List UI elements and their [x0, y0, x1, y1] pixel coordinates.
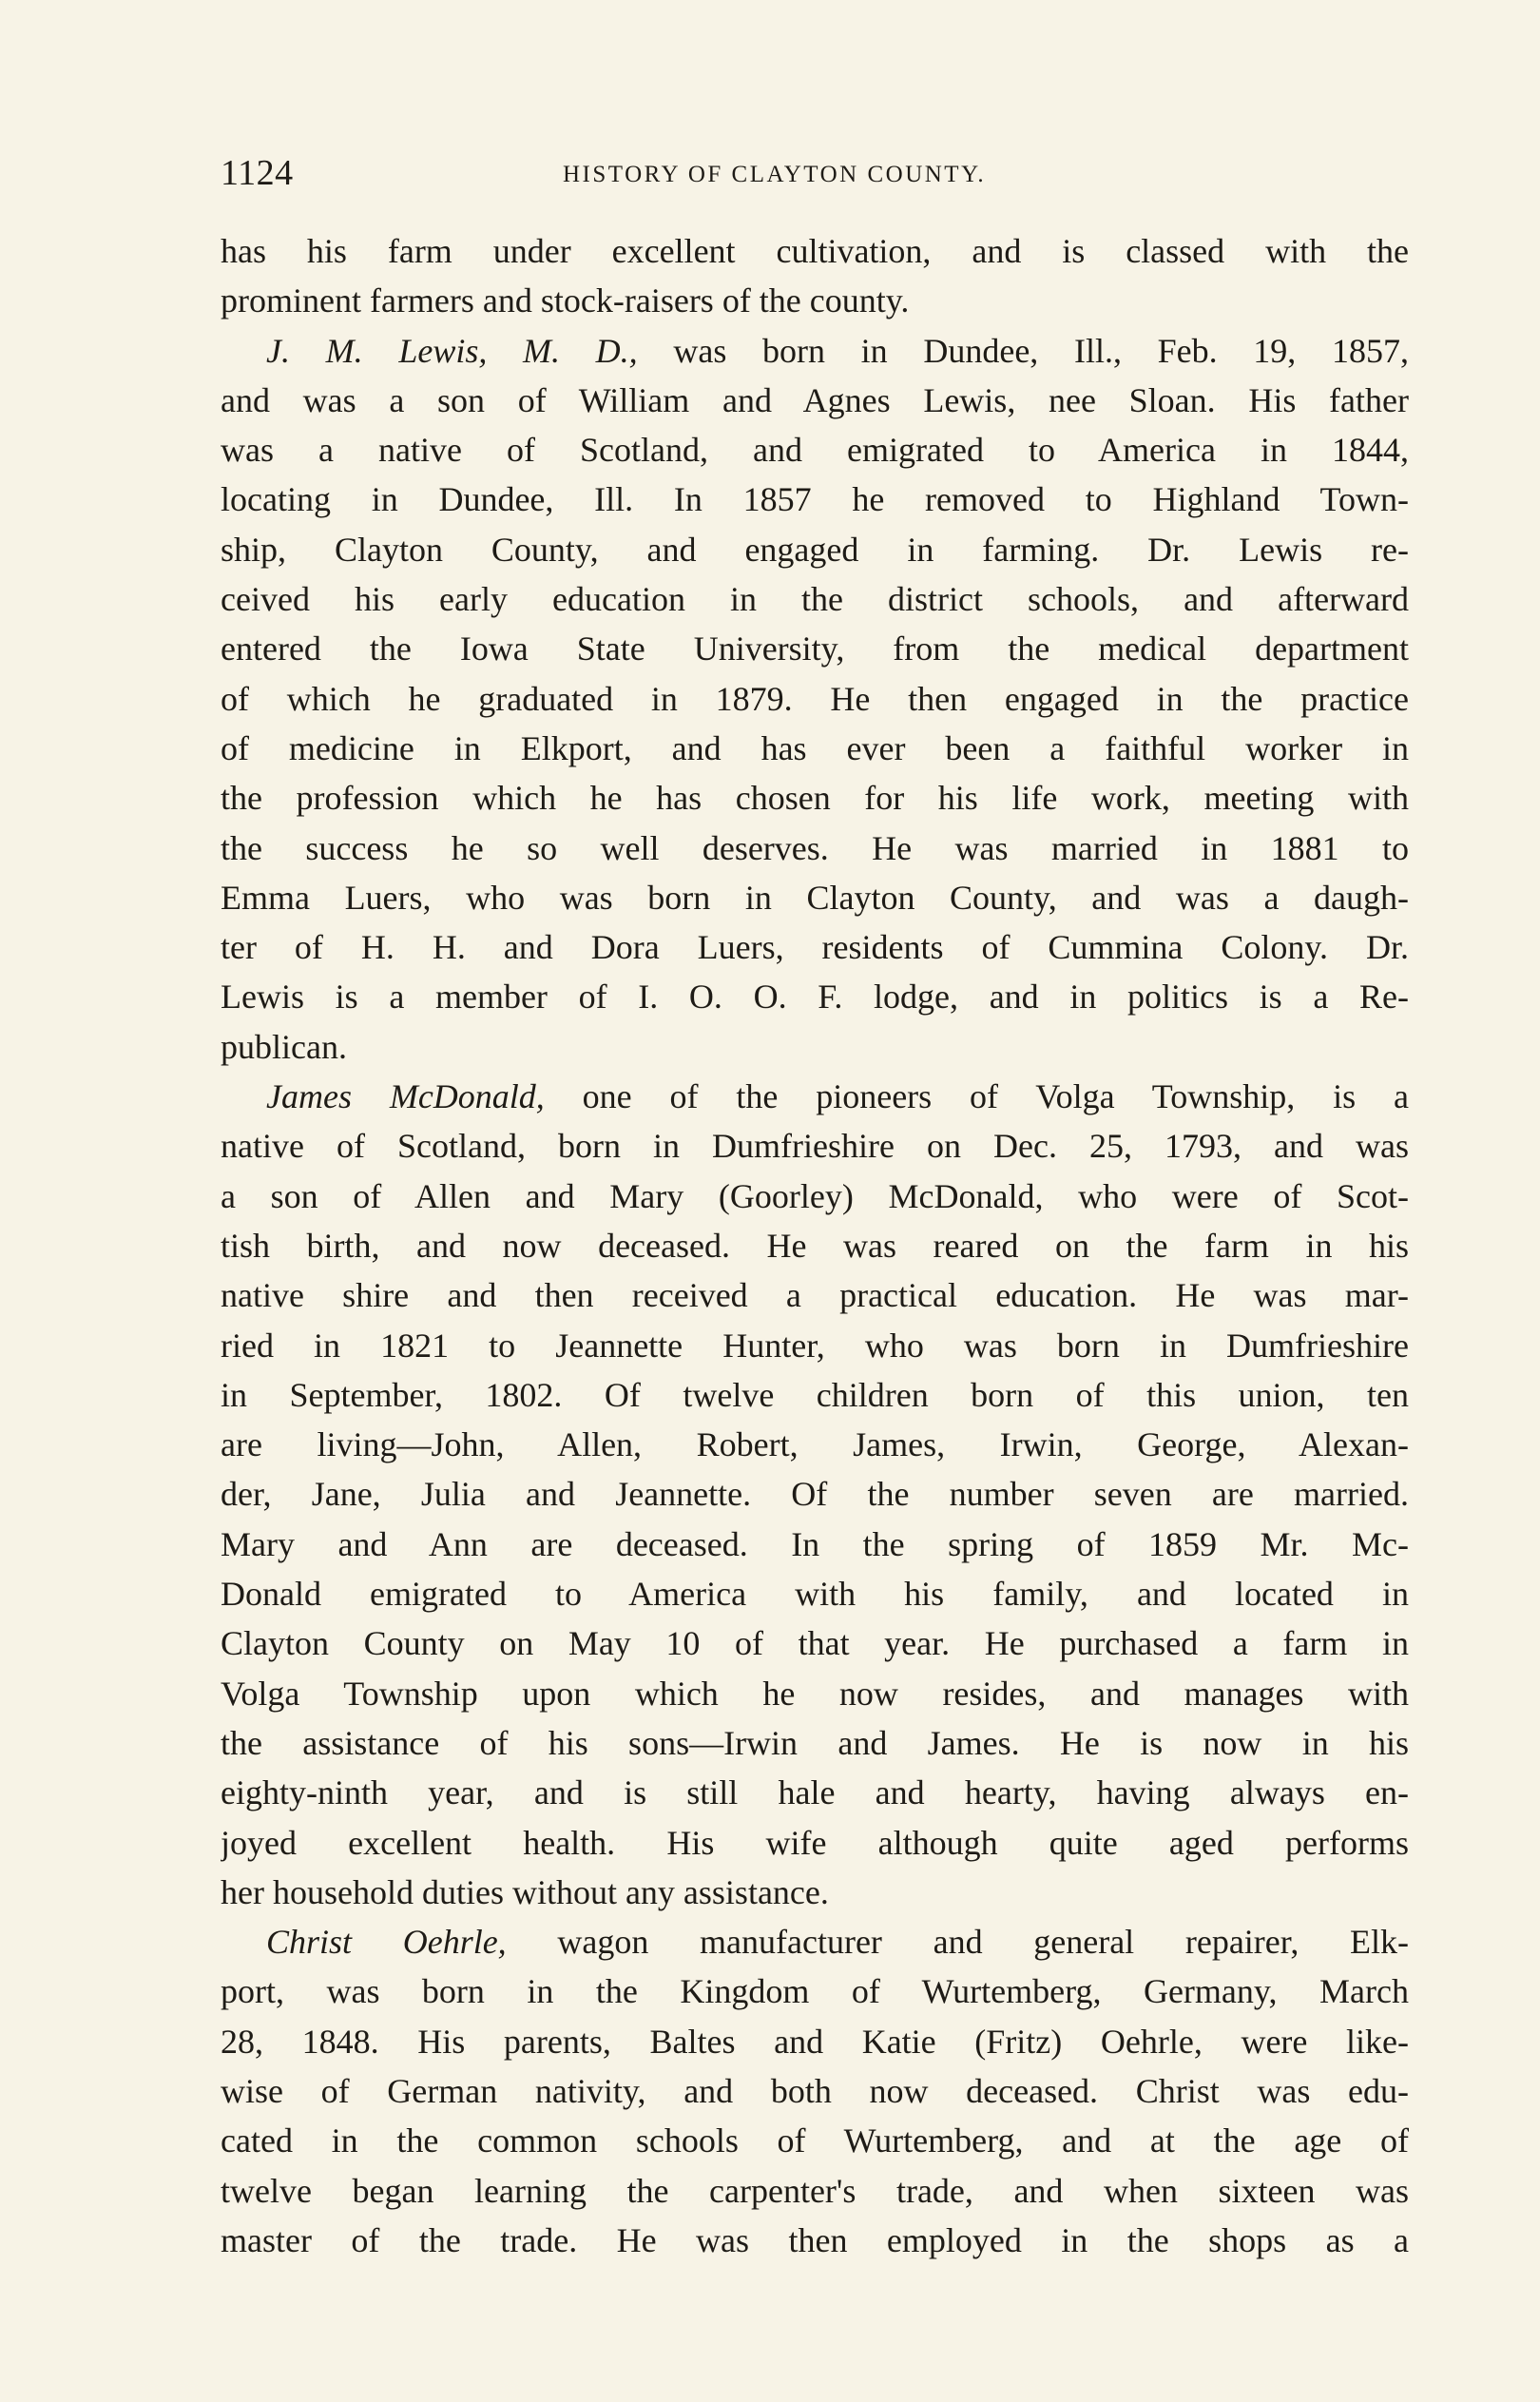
- text-line: [221, 873, 1409, 922]
- text-line: [221, 1818, 1409, 1868]
- text-line: [221, 326, 1409, 376]
- line-text: of which he graduated in 1879. He then engaged in the practice: [221, 679, 1409, 718]
- text-line: [221, 922, 1409, 972]
- text-line: [221, 674, 1409, 724]
- line-text: ship, Clayton County, and engaged in farming. Dr. Lewis re-: [221, 530, 1409, 569]
- subject-name: J. M. Lewis, M. D.,: [266, 331, 638, 370]
- line-text: her household duties without any assistance.: [221, 1872, 829, 1911]
- line-text: was born in Dundee, Ill., Feb. 19, 1857,: [637, 331, 1409, 370]
- text-line: [221, 972, 1409, 1021]
- line-text: twelve began learning the carpenter's trade, and when sixteen was: [221, 2171, 1409, 2210]
- line-text: ried in 1821 to Jeannette Hunter, who was born in Dumfrieshire: [221, 1326, 1409, 1365]
- line-text: der, Jane, Julia and Jeannette. Of the number seven are married.: [221, 1475, 1409, 1514]
- text-line: [221, 624, 1409, 673]
- line-text: the profession which he has chosen for his life work, meeting with: [221, 779, 1409, 818]
- line-text: wagon manufacturer and general repairer, Elk-: [506, 1923, 1409, 1962]
- text-line: [221, 1917, 1409, 1966]
- text-line: [221, 823, 1409, 873]
- text-line: [221, 1966, 1409, 2016]
- text-line: [221, 773, 1409, 823]
- text-line: [221, 2216, 1409, 2265]
- text-line: [221, 1370, 1409, 1420]
- line-text: Clayton County on May 10 of that year. He purchased a farm in: [221, 1624, 1409, 1663]
- text-line: [221, 1270, 1409, 1320]
- line-text: publican.: [221, 1027, 347, 1066]
- text-line: [221, 1321, 1409, 1370]
- text-line: [221, 2166, 1409, 2216]
- text-line: [221, 574, 1409, 624]
- line-text: master of the trade. He was then employed in the shops as a: [221, 2220, 1409, 2259]
- line-text: Donald emigrated to America with his family, and located in: [221, 1575, 1409, 1614]
- text-line: [221, 1420, 1409, 1469]
- line-text: are living—John, Allen, Robert, James, Irwin, George, Alexan-: [221, 1425, 1409, 1464]
- line-text: 28, 1848. His parents, Baltes and Katie (Fritz) Oehrle, were like-: [221, 2022, 1409, 2061]
- text-line: [221, 525, 1409, 574]
- text-line: [221, 475, 1409, 524]
- line-text: a son of Allen and Mary (Goorley) McDonald, who were of Scot-: [221, 1176, 1409, 1215]
- line-text: joyed excellent health. His wife although quite aged performs: [221, 1823, 1409, 1862]
- line-text: tish birth, and now deceased. He was reared on the farm in his: [221, 1226, 1409, 1265]
- line-text: has his farm under excellent cultivation, and is classed with the: [221, 232, 1409, 270]
- line-text: of medicine in Elkport, and has ever been a faithful worker in: [221, 728, 1409, 767]
- text-line: [221, 1768, 1409, 1817]
- line-text: native of Scotland, born in Dumfrieshire on Dec. 25, 1793, and was: [221, 1127, 1409, 1166]
- text-line: [221, 1022, 1409, 1072]
- line-text: port, was born in the Kingdom of Wurtemberg, Germany, March: [221, 1972, 1409, 2011]
- line-text: one of the pioneers of Volga Township, is a: [544, 1077, 1409, 1116]
- text-line: [221, 724, 1409, 773]
- line-text: Emma Luers, who was born in Clayton County, and was a daugh-: [221, 878, 1409, 917]
- line-text: the success he so well deserves. He was married in 1881 to: [221, 828, 1409, 867]
- text-line: [221, 1718, 1409, 1768]
- text-line: [221, 1669, 1409, 1718]
- line-text: prominent farmers and stock-raisers of the county.: [221, 281, 910, 320]
- text-line: [221, 1868, 1409, 1917]
- text-line: [221, 1072, 1409, 1121]
- line-text: in September, 1802. Of twelve children born of this union, ten: [221, 1375, 1409, 1414]
- page-header: [221, 152, 1409, 200]
- line-text: the assistance of his sons—Irwin and James. He is now in his: [221, 1723, 1409, 1762]
- running-head: HISTORY OF CLAYTON COUNTY.: [563, 162, 987, 187]
- line-text: native shire and then received a practical education. He was mar-: [221, 1276, 1409, 1315]
- line-text: ter of H. H. and Dora Luers, residents of Cummina Colony. Dr.: [221, 928, 1409, 967]
- text-line: [221, 1569, 1409, 1618]
- line-text: wise of German nativity, and both now deceased. Christ was edu-: [221, 2071, 1409, 2110]
- line-text: and was a son of William and Agnes Lewis, nee Sloan. His father: [221, 380, 1409, 419]
- text-line: [221, 276, 1409, 325]
- text-line: [221, 226, 1409, 276]
- body-text: [221, 226, 1409, 2265]
- page-number: 1124: [221, 153, 294, 193]
- line-text: ceived his early education in the district schools, and afterward: [221, 580, 1409, 619]
- line-text: was a native of Scotland, and emigrated to America in 1844,: [221, 431, 1409, 470]
- text-line: [221, 376, 1409, 425]
- text-line: [221, 2017, 1409, 2066]
- text-line: [221, 1469, 1409, 1519]
- text-line: [221, 2066, 1409, 2116]
- line-text: eighty-ninth year, and is still hale and hearty, having always en-: [221, 1773, 1409, 1812]
- line-text: entered the Iowa State University, from the medical department: [221, 630, 1409, 668]
- line-text: Mary and Ann are deceased. In the spring of 1859 Mr. Mc-: [221, 1524, 1409, 1563]
- text-line: [221, 2116, 1409, 2165]
- subject-name: James McDonald,: [266, 1077, 545, 1116]
- line-text: Volga Township upon which he now resides, and manages with: [221, 1674, 1409, 1713]
- text-line: [221, 1221, 1409, 1270]
- line-text: cated in the common schools of Wurtemberg, and at the age of: [221, 2121, 1409, 2160]
- text-line: [221, 425, 1409, 475]
- subject-name: Christ Oehrle,: [266, 1923, 507, 1962]
- text-line: [221, 1618, 1409, 1668]
- line-text: Lewis is a member of I. O. O. F. lodge, and in politics is a Re-: [221, 978, 1409, 1017]
- text-line: [221, 1121, 1409, 1171]
- line-text: locating in Dundee, Ill. In 1857 he removed to Highland Town-: [221, 480, 1409, 519]
- text-line: [221, 1172, 1409, 1221]
- text-line: [221, 1520, 1409, 1569]
